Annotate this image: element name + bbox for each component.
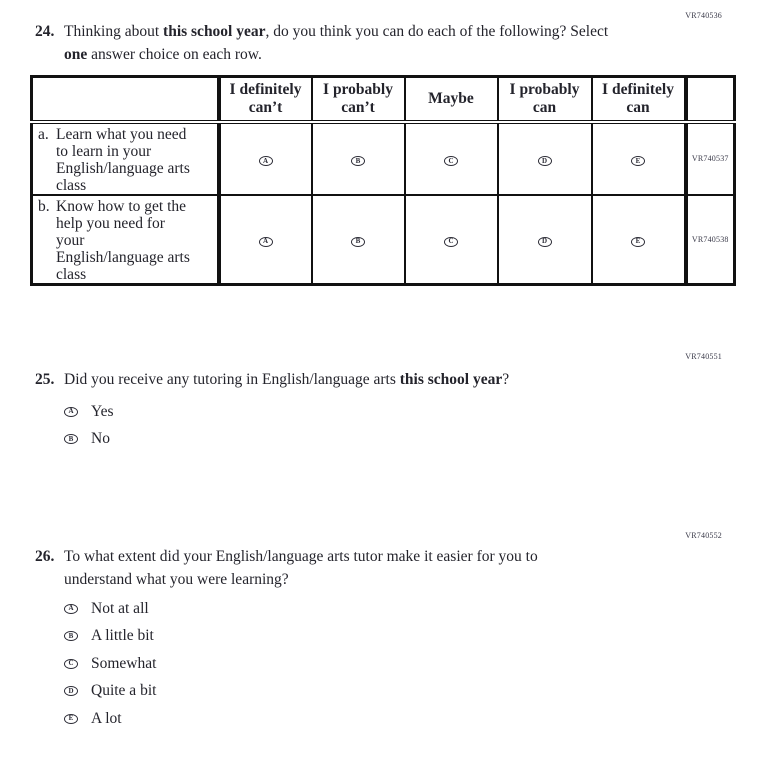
row-letter-prefix: a. [38,125,49,143]
question-26-number: 26. [35,548,55,565]
answer-bubble-d[interactable]: D [538,156,552,166]
matrix-row-label [32,195,219,285]
matrix-row [32,195,735,285]
matrix-answer-cell[interactable] [498,122,592,195]
column-header-probably-cant: I probably can’t [312,77,405,122]
question-26 [35,545,538,591]
matrix-answer-cell[interactable] [592,122,686,195]
column-header-maybe: Maybe [405,77,498,122]
q24-matrix-table [30,75,736,286]
matrix-answer-cell[interactable] [592,195,686,285]
answer-option[interactable] [64,650,156,678]
row-label-text: Learn what you need to learn in your English/language arts class [56,125,190,194]
column-header-probably-can: I probably can [498,77,592,122]
column-header-definitely-can: I definitely can [592,77,686,122]
answer-option-label: Yes [91,402,114,420]
question-24 [35,20,608,66]
matrix-answer-cell[interactable] [498,195,592,285]
matrix-answer-cell[interactable] [312,122,405,195]
answer-option[interactable] [64,705,156,733]
answer-option-label: Quite a bit [91,682,157,700]
form-code-q26: VR740552 [685,531,722,540]
matrix-header-row [32,77,735,122]
answer-bubble-d[interactable]: D [538,237,552,247]
answer-bubble-b[interactable]: B [351,156,365,166]
matrix-answer-cell[interactable] [219,122,312,195]
answer-bubble-a[interactable]: A [64,407,78,417]
answer-option[interactable] [64,623,156,651]
row-letter-prefix: b. [38,197,50,215]
question-26-options [64,595,156,733]
question-24-prompt: Thinking about this school year, do you think you can do each of the following? Select one answer choice on each row. [64,23,609,63]
question-25-number: 25. [35,371,55,388]
column-header-definitely-cant: I definitely can’t [219,77,312,122]
matrix-code-header-cell [686,77,735,122]
question-25-options [64,398,114,453]
matrix-answer-cell[interactable] [219,195,312,285]
answer-bubble-e[interactable]: E [64,714,78,724]
question-26-prompt: To what extent did your English/language arts tutor make it easier for you to understand what you were learning? [64,548,538,588]
row-label-text: Know how to get the help you need for your English/language arts class [56,197,190,283]
answer-bubble-e[interactable]: E [631,156,645,166]
matrix-corner-cell [32,77,219,122]
answer-bubble-a[interactable]: A [64,604,78,614]
answer-bubble-d[interactable]: D [64,686,78,696]
answer-option[interactable] [64,678,156,706]
answer-option-label: A lot [91,709,122,727]
matrix-answer-cell[interactable] [405,195,498,285]
question-25-prompt: Did you receive any tutoring in English/language arts this school year? [64,371,510,388]
row-form-code: VR740538 [686,195,735,285]
matrix-answer-cell[interactable] [312,195,405,285]
row-form-code: VR740537 [686,122,735,195]
answer-bubble-b[interactable]: B [64,631,78,641]
answer-option[interactable] [64,426,114,454]
answer-bubble-c[interactable]: C [444,237,458,247]
answer-bubble-c[interactable]: C [64,659,78,669]
answer-bubble-c[interactable]: C [444,156,458,166]
answer-bubble-b[interactable]: B [351,237,365,247]
matrix-row-label [32,122,219,195]
question-25 [35,368,509,391]
answer-bubble-a[interactable]: A [259,156,273,166]
matrix-answer-cell[interactable] [405,122,498,195]
answer-bubble-b[interactable]: B [64,434,78,444]
answer-option-label: Somewhat [91,654,157,672]
matrix-row [32,122,735,195]
answer-option[interactable] [64,398,114,426]
answer-bubble-a[interactable]: A [259,237,273,247]
form-code-q25: VR740551 [685,352,722,361]
question-24-number: 24. [35,23,55,40]
answer-option-label: A little bit [91,627,154,645]
answer-bubble-e[interactable]: E [631,237,645,247]
answer-option[interactable] [64,595,156,623]
answer-option-label: No [91,430,110,448]
form-code-q24: VR740536 [685,11,722,20]
answer-option-label: Not at all [91,599,149,617]
